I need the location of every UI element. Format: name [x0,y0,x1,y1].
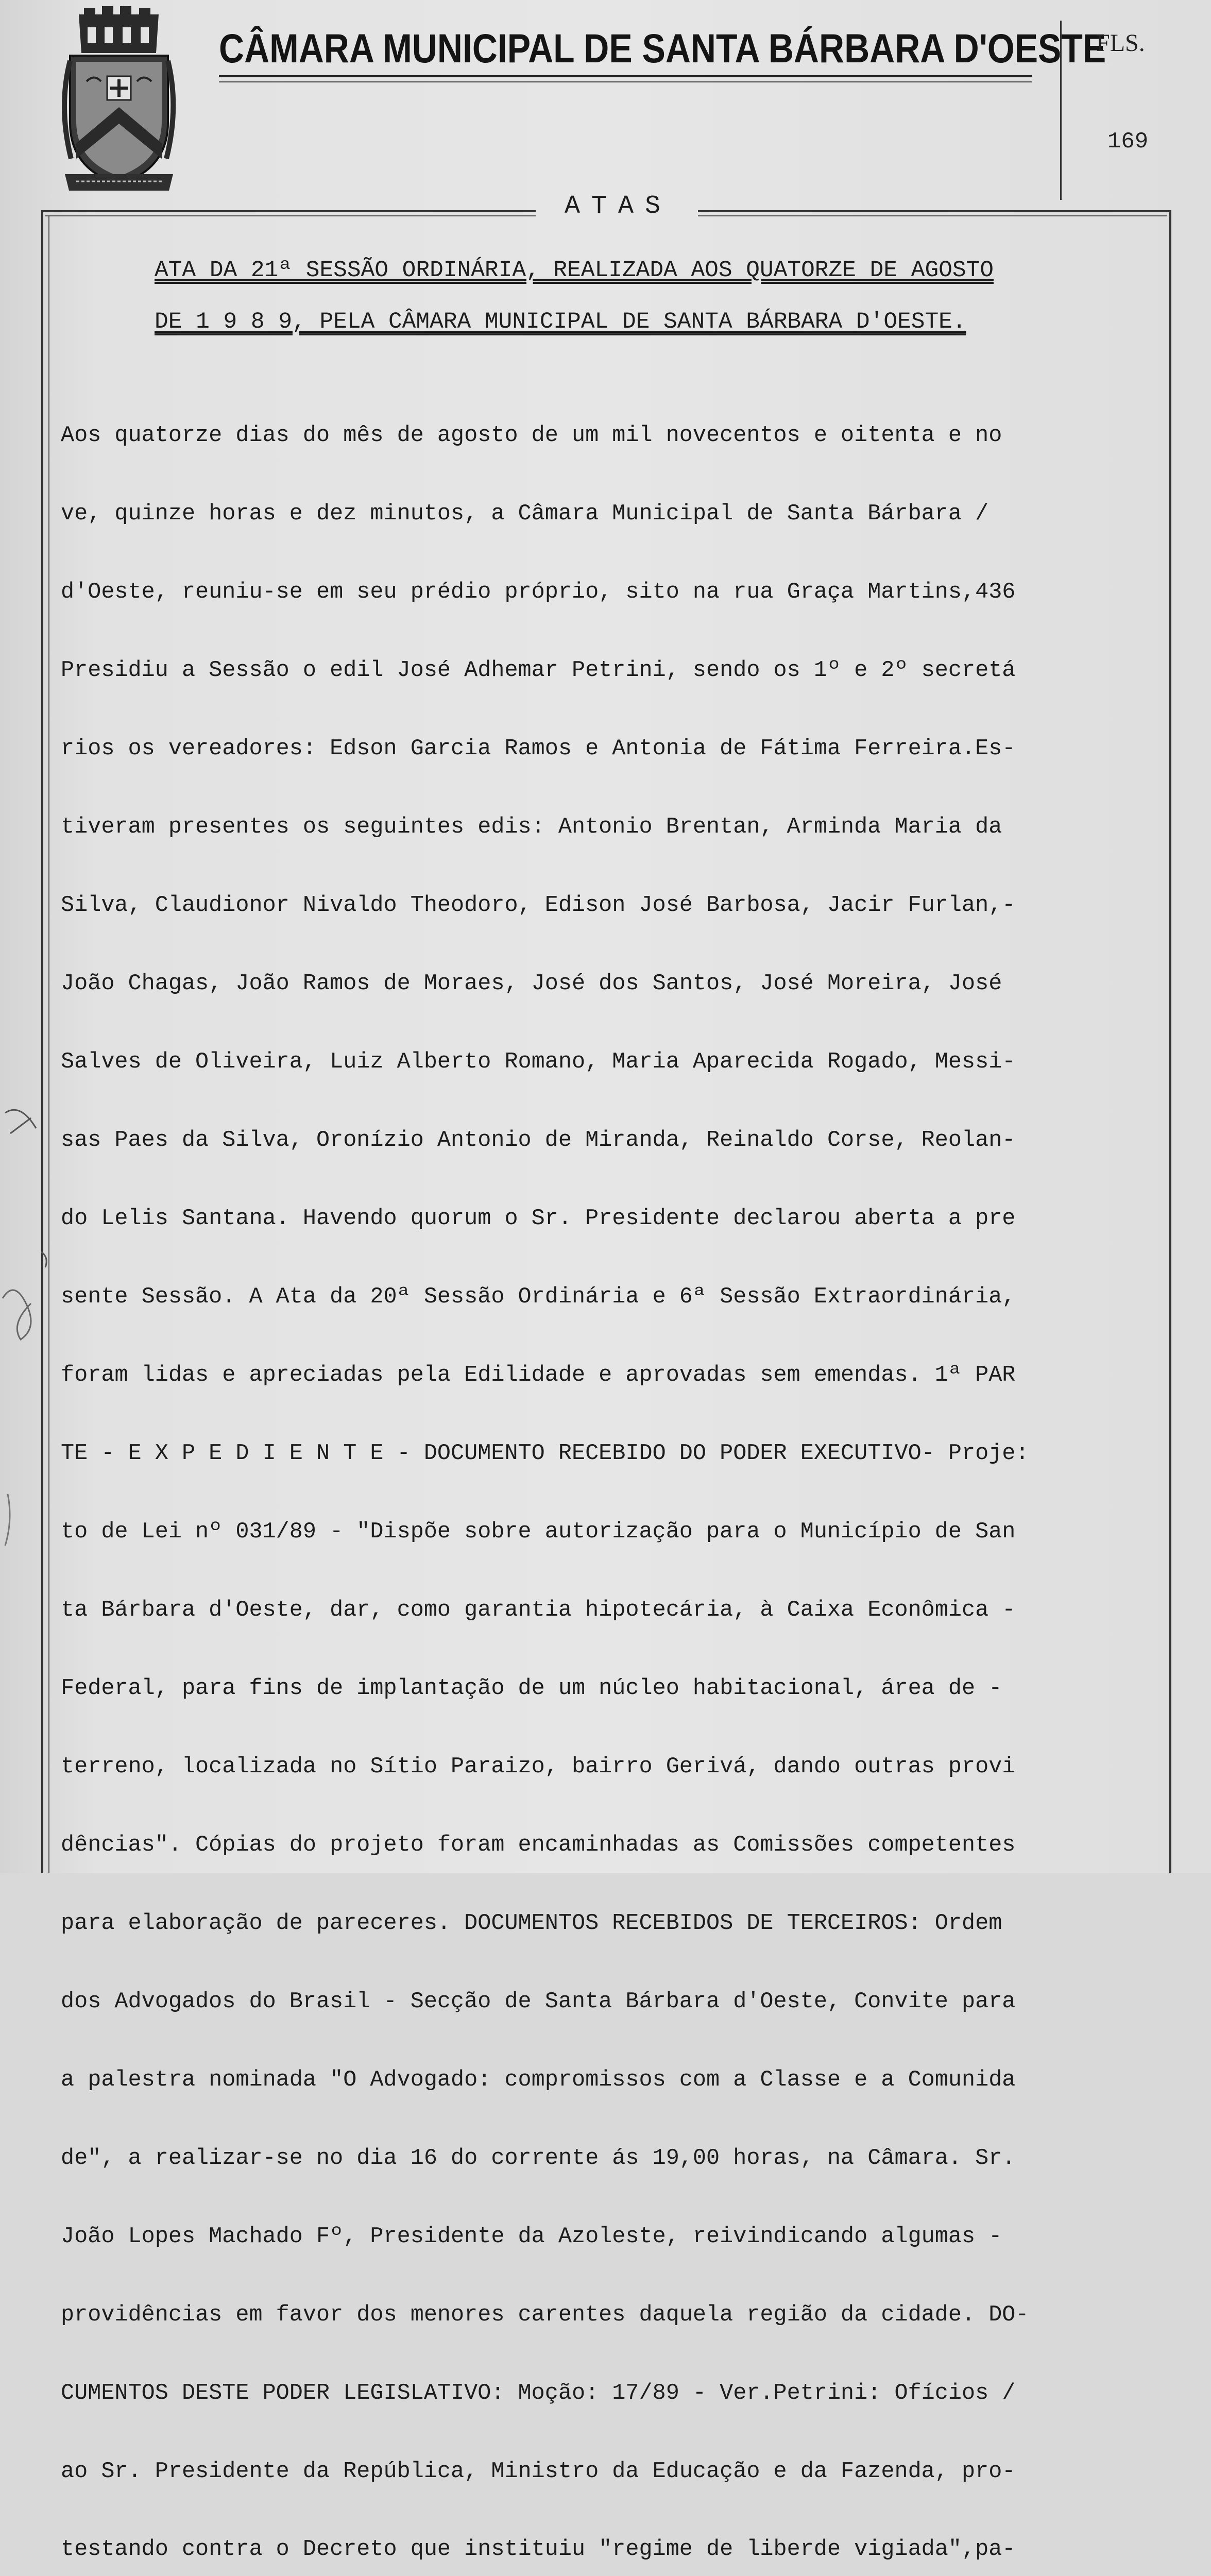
body-line: dências". Cópias do projeto foram encaminhadas as Comissões competentes [61,1832,1016,1858]
body-line: providências em favor dos menores carentes daquela região da cidade. DO- [61,2302,1029,2328]
body-line: sente Sessão. A Ata da 20ª Sessão Ordinária e 6ª Sessão Extraordinária, [61,1284,1016,1310]
body-line: de", a realizar-se no dia 16 do corrente ás 19,00 horas, na Câmara. Sr. [61,2145,1016,2171]
body-line: João Lopes Machado Fº, Presidente da Azoleste, reivindicando algumas - [61,2224,1002,2249]
body-line: ve, quinze horas e dez minutos, a Câmara Municipal de Santa Bárbara / [61,501,989,527]
body-line: rios os vereadores: Edson Garcia Ramos e Antonia de Fátima Ferreira.Es- [61,736,1016,762]
folio-number: 169 [1107,129,1149,155]
header-rule-thin [219,81,1032,82]
body-line: sas Paes da Silva, Oronízio Antonio de Miranda, Reinaldo Corse, Reolan- [61,1128,1016,1154]
body-line: Silva, Claudionor Nivaldo Theodoro, Edison José Barbosa, Jacir Furlan,- [61,893,1016,919]
section-title: ATAS [564,192,672,221]
body-line: tiveram presentes os seguintes edis: Antonio Brentan, Arminda Maria da [61,815,1002,840]
header-rule [219,75,1032,77]
frame-top-inner-border [698,215,1167,216]
folio-label: FLS. [1096,29,1145,57]
frame-top-border [41,210,536,212]
body-line: d'Oeste, reuniu-se em seu prédio próprio, sito na rua Graça Martins,436 [61,580,1016,605]
body-line: Salves de Oliveira, Luiz Alberto Romano, Maria Aparecida Rogado, Messi- [61,1049,1016,1075]
minutes-body [61,371,1184,2576]
body-line: terreno, localizada no Sítio Paraizo, bairro Gerivá, dando outras provi [61,1754,1016,1780]
folio-divider [1060,21,1062,200]
municipal-coat-of-arms-icon [56,4,182,195]
body-line: a palestra nominada "O Advogado: compromissos com a Classe e a Comunida [61,2067,1016,2093]
document-title-line-2: DE 1 9 8 9, PELA CÂMARA MUNICIPAL DE SANTA BÁRBARA D'OESTE. [155,309,966,335]
body-line: João Chagas, João Ramos de Moraes, José dos Santos, José Moreira, José [61,971,1002,997]
body-line: ta Bárbara d'Oeste, dar, como garantia hipotecária, à Caixa Econômica - [61,1597,1016,1623]
body-line: CUMENTOS DESTE PODER LEGISLATIVO: Moção: 17/89 - Ver.Petrini: Ofícios / [61,2380,1016,2406]
body-line: testando contra o Decreto que instituiu "regime de liberde vigiada",pa- [61,2537,1016,2563]
body-line: dos Advogados do Brasil - Secção de Santa Bárbara d'Oeste, Convite para [61,1989,1016,2014]
body-line: para elaboração de pareceres. DOCUMENTOS RECEBIDOS DE TERCEIROS: Ordem [61,1910,1002,1936]
institution-name: CÂMARA MUNICIPAL DE SANTA BÁRBARA D'OESTE [219,25,1106,71]
document-title-line-1: ATA DA 21ª SESSÃO ORDINÁRIA, REALIZADA AOS QUATORZE DE AGOSTO [155,258,994,283]
body-line: Presidiu a Sessão o edil José Adhemar Petrini, sendo os 1º e 2º secretá [61,658,1016,684]
frame-top-inner-border [45,215,536,216]
body-line: do Lelis Santana. Havendo quorum o Sr. Presidente declarou aberta a pre [61,1206,1016,1231]
body-line: Federal, para fins de implantação de um núcleo habitacional, área de - [61,1675,1002,1701]
frame-top-border [698,210,1170,212]
body-line: TE - E X P E D I E N T E - DOCUMENTO RECEBIDO DO PODER EXECUTIVO- Proje: [61,1440,1029,1466]
body-line: ao Sr. Presidente da República, Ministro da Educação e da Fazenda, pro- [61,2459,1016,2484]
body-line: foram lidas e apreciadas pela Edilidade e aprovadas sem emendas. 1ª PAR [61,1362,1016,1388]
handwritten-margin-marks [0,1082,57,1700]
body-line: Aos quatorze dias do mês de agosto de um mil novecentos e oitenta e no [61,423,1002,449]
body-line: to de Lei nº 031/89 - "Dispõe sobre autorização para o Município de San [61,1519,1016,1545]
